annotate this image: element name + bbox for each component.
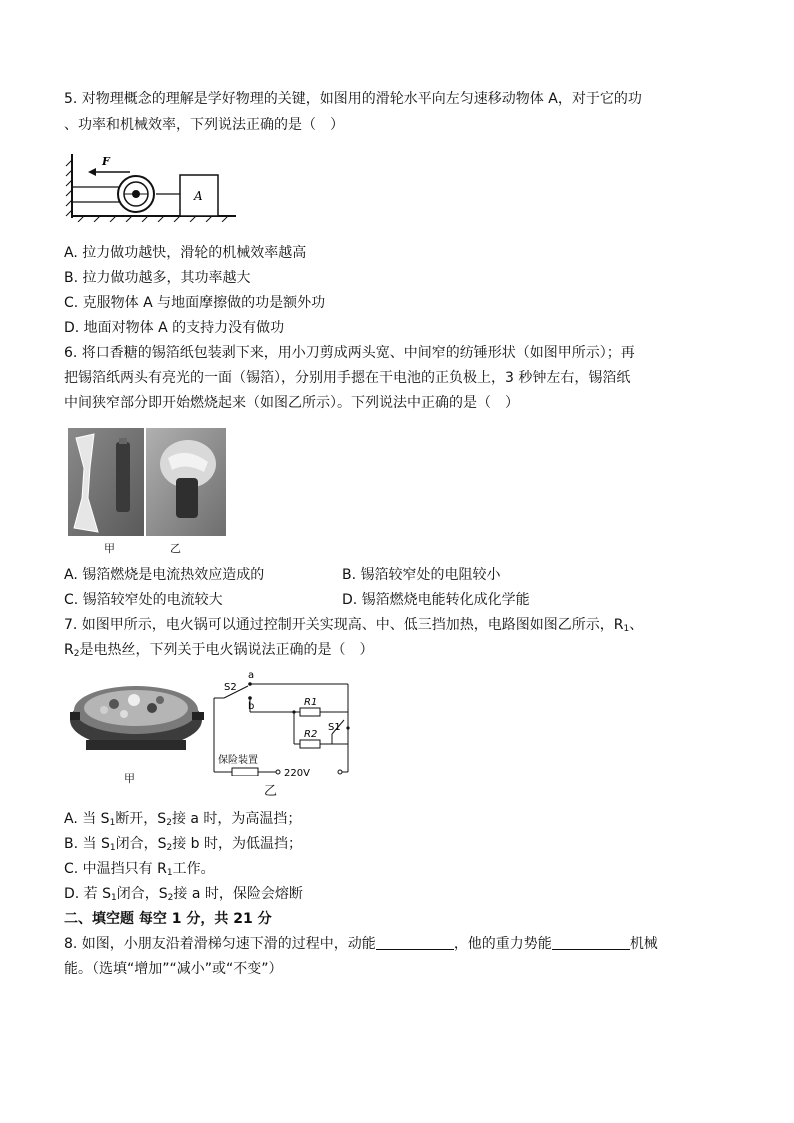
q5-stem-line2: 、功率和机械效率，下列说法正确的是（ ） bbox=[64, 117, 344, 133]
q6-option-a: A. 锡箔燃烧是电流热效应造成的 bbox=[64, 567, 265, 583]
q6-option-b: B. 锡箔较窄处的电阻较小 bbox=[342, 567, 501, 583]
q5-stem-line1: 5. 对物理概念的理解是学好物理的关键，如图用的滑轮水平向左匀速移动物体 A，对于它的功 bbox=[64, 91, 642, 107]
q5-option-c: C. 克服物体 A 与地面摩擦做的功是额外功 bbox=[64, 295, 326, 311]
force-arrow-icon bbox=[88, 168, 96, 176]
caption-yi-7: 乙 bbox=[264, 784, 278, 799]
r1-label: R1 bbox=[304, 697, 318, 708]
q7-option-a: A. 当 $S_1$断开，$S_2$接 a 时，为高温挡； bbox=[64, 811, 302, 828]
q5-option-b: B. 拉力做功越多，其功率越大 bbox=[64, 270, 251, 286]
q6-stem-line3: 中间狭窄部分即开始燃烧起来（如图乙所示）。下列说法中正确的是（ ） bbox=[64, 395, 519, 411]
r2-label: R2 bbox=[304, 729, 318, 740]
q7-stem-line2: $R_2$是电热丝，下列关于电火锅说法正确的是（ ） bbox=[64, 642, 374, 659]
kinetic-energy-blank[interactable] bbox=[376, 935, 454, 950]
block-a-label: A bbox=[194, 189, 203, 203]
q6-option-d: D. 锡箔燃烧电能转化成化学能 bbox=[342, 592, 530, 608]
q6-stem-line1: 6. 将口香糖的锡箔纸包装剥下来，用小刀剪成两头宽、中间窄的纺锤形状（如图甲所示）；再 bbox=[64, 345, 635, 361]
resistor-r2 bbox=[300, 740, 320, 748]
voltage-label: 220V bbox=[284, 768, 310, 776]
s2-label: S2 bbox=[224, 682, 237, 693]
potential-energy-blank[interactable] bbox=[552, 935, 630, 950]
q7-option-d: D. 若 $S_1$闭合，$S_2$接 a 时，保险会熔断 bbox=[64, 886, 303, 903]
caption-jia-7: 甲 bbox=[124, 772, 135, 785]
s1-label: S1 bbox=[328, 722, 341, 733]
terminal-b: b bbox=[248, 701, 255, 712]
foil-photos bbox=[68, 428, 228, 538]
force-label: F bbox=[102, 155, 110, 168]
q6-stem-line2: 把锡箔纸两头有亮光的一面（锡箔），分别用手摁在干电池的正负极上，3 秒钟左右，锡箔纸 bbox=[64, 370, 631, 386]
pulley-figure bbox=[64, 150, 240, 222]
q5-option-d: D. 地面对物体 A 的支持力没有做功 bbox=[64, 320, 285, 336]
q8-line2: 能。（选填“增加”“减小”或“不变”） bbox=[64, 961, 283, 977]
fuse-label: 保险装置 bbox=[218, 755, 258, 766]
terminal-a: a bbox=[248, 670, 255, 681]
fuse bbox=[232, 768, 258, 776]
circuit-diagram bbox=[210, 668, 356, 776]
q6-option-c: C. 锡箔较窄处的电流较大 bbox=[64, 592, 223, 608]
q5-option-a: A. 拉力做功越快，滑轮的机械效率越高 bbox=[64, 245, 307, 261]
caption-yi: 乙 bbox=[170, 542, 181, 555]
q7-option-c: C. 中温挡只有 $R_1$工作。 bbox=[64, 861, 215, 878]
q7-stem-line1: 7. 如图甲所示，电火锅可以通过控制开关实现高、中、低三挡加热，电路图如图乙所示，$R_1$、 bbox=[64, 617, 644, 634]
resistor-r1 bbox=[300, 708, 320, 716]
battery-held bbox=[176, 478, 198, 518]
battery bbox=[116, 442, 130, 512]
q8-line1: 8. 如图，小朋友沿着滑梯匀速下滑的过程中，动能 ，他的重力势能 机械 bbox=[64, 936, 658, 952]
caption-jia: 甲 bbox=[104, 542, 115, 555]
section-heading: 二、填空题 每空 1 分，共 21 分 bbox=[64, 911, 272, 927]
q7-option-b: B. 当 $S_1$闭合，$S_2$接 b 时，为低温挡； bbox=[64, 836, 302, 853]
hotpot-photo bbox=[64, 670, 210, 762]
